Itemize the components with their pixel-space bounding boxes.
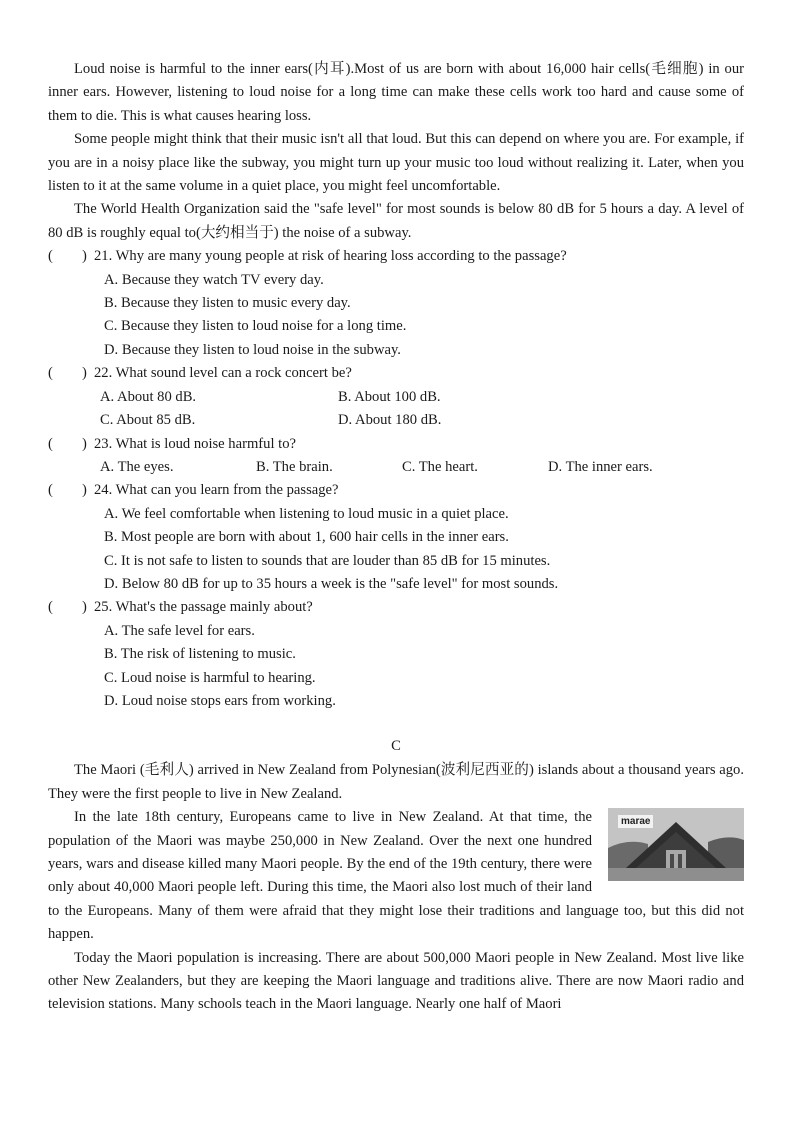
answer-blank[interactable]: ( ) <box>48 248 87 265</box>
option-d: D. Loud noise stops ears from working. <box>104 692 336 709</box>
question-text: 21. Why are many young people at risk of hearing loss according to the passage? <box>94 248 567 265</box>
answer-blank[interactable]: ( ) <box>48 365 87 382</box>
option-b: B. The brain. <box>256 458 333 475</box>
passage-c-paragraph-2: In the late 18th century, Europeans came to live in New Zealand. At that time, the population of the Maori was maybe 250,000 in New Zealand. Over the next one hundred years, wars and disease killed many Maori people. By the end of the 19th century, there were only about 40,000 Maori people left. During this time, the Maori also lost much of their land to the Europeans. Many of them were afraid that they might lose their traditions and language too, but this did not happen. <box>48 809 744 943</box>
option-a: A. The safe level for ears. <box>104 622 255 639</box>
option-a: A. Because they watch TV every day. <box>104 271 324 288</box>
passage-c <box>48 759 744 1016</box>
passage-b-paragraph-3: The World Health Organization said the "safe level" for most sounds is below 80 dB for 5 hours a day. A level of 80 dB is roughly equal to(大约相当于) the noise of a subway. <box>48 201 744 241</box>
option-b: B. Most people are born with about 1, 600 hair cells in the inner ears. <box>104 529 509 546</box>
section-c-heading: C <box>391 738 401 755</box>
question-22 <box>48 362 744 385</box>
option-c: C. Because they listen to loud noise for a long time. <box>104 318 407 335</box>
options-row <box>100 456 744 479</box>
option-c: C. Loud noise is harmful to hearing. <box>104 669 316 686</box>
answer-blank[interactable]: ( ) <box>48 599 87 616</box>
question-text: 25. What's the passage mainly about? <box>94 599 313 616</box>
option-d: D. Because they listen to loud noise in the subway. <box>104 341 401 358</box>
passage-b-paragraph-1: Loud noise is harmful to the inner ears(内耳).Most of us are born with about 16,000 hair cells(毛细胞) in our inner ears. However, listening to loud noise for a long time can make these cells work too hard and cause some of them to die. This is what causes hearing loss. <box>48 61 744 124</box>
question-25 <box>48 596 744 619</box>
question-text: 23. What is loud noise harmful to? <box>94 435 296 452</box>
passage-b <box>48 58 744 245</box>
option-c: C. It is not safe to listen to sounds that are louder than 85 dB for 15 minutes. <box>104 552 551 569</box>
marae-photo <box>608 808 744 881</box>
passage-b-paragraph-2: Some people might think that their music isn't all that loud. But this can depend on where you are. For example, if you are in a noisy place like the subway, you might turn up your music too loud without realizing it. Later, when you listen to it at the same volume in a quiet place, you might feel uncomfortable. <box>48 131 744 195</box>
options-grid <box>100 386 744 433</box>
question-text: 22. What sound level can a rock concert be? <box>94 365 352 382</box>
marae-label: marae <box>618 815 653 828</box>
question-text: 24. What can you learn from the passage? <box>94 482 339 499</box>
questions-21-25 <box>48 245 744 713</box>
question-24 <box>48 479 744 502</box>
option-b: B. About 100 dB. <box>338 388 441 405</box>
option-b: B. Because they listen to music every day. <box>104 295 351 312</box>
option-c: C. The heart. <box>402 458 478 475</box>
answer-blank[interactable]: ( ) <box>48 435 87 452</box>
question-21 <box>48 245 744 268</box>
option-c: C. About 85 dB. <box>100 412 196 429</box>
option-d: D. Below 80 dB for up to 35 hours a week is the "safe level" for most sounds. <box>104 575 559 592</box>
question-23 <box>48 433 744 456</box>
exam-content <box>48 58 744 1017</box>
option-a: A. We feel comfortable when listening to loud music in a quiet place. <box>104 505 509 522</box>
option-a: A. The eyes. <box>100 458 174 475</box>
passage-c-paragraph-3: Today the Maori population is increasing. There are about 500,000 Maori people in New Zealand. Most live like other New Zealanders, but they are keeping the Maori language and traditions alive. There are now Maori radio and television stations. Many schools teach in the Maori language. Nearly one half of Maori <box>48 949 744 1013</box>
passage-c-paragraph-1: The Maori (毛利人) arrived in New Zealand from Polynesian(波利尼西亚的) islands about a thousand years ago. They were the first people to live in New Zealand. <box>48 762 744 802</box>
option-d: D. About 180 dB. <box>338 412 442 429</box>
option-b: B. The risk of listening to music. <box>104 646 296 663</box>
option-a: A. About 80 dB. <box>100 388 197 405</box>
answer-blank[interactable]: ( ) <box>48 482 87 499</box>
option-d: D. The inner ears. <box>548 458 653 475</box>
